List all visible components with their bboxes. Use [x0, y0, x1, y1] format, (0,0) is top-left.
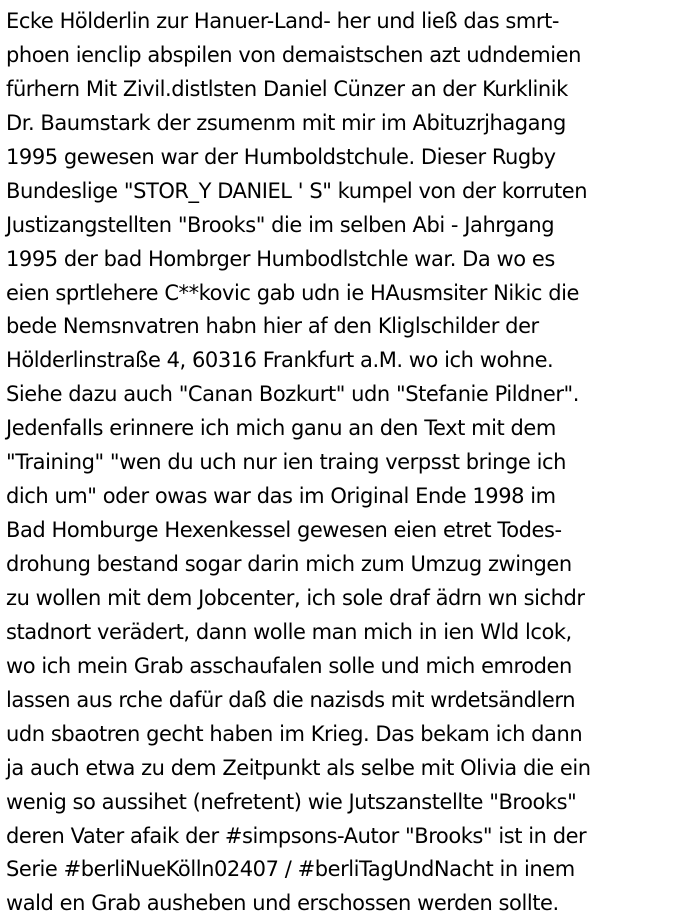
text-line: phoen ienclip abspilen von demaistschen azt udndemien	[6, 42, 581, 67]
text-line: eien sprtlehere C**kovic gab udn ie HAusmsiter Nikic die	[6, 280, 579, 305]
text-line: stadnort verädert, dann wolle man mich in ien Wld lcok,	[6, 619, 572, 644]
text-line: 1995 gewesen war der Humboldstchule. Dieser Rugby	[6, 144, 556, 169]
text-line: Dr. Baumstark der zsumenm mit mir im Abituzrjhagang	[6, 110, 566, 135]
text-line: fürhern Mit Zivil.distlsten Daniel Cünzer an der Kurklinik	[6, 76, 568, 101]
text-line: dich um" oder owas war das im Original Ende 1998 im	[6, 484, 556, 509]
text-line: zu wollen mit dem Jobcenter, ich sole draf ädrn wn sichdr	[6, 585, 585, 610]
text-line: lassen aus rche dafür daß die nazisds mit wrdetsändlern	[6, 687, 576, 712]
text-line: wald en Grab ausheben und erschossen werden sollte.	[6, 891, 559, 916]
text-line: Ecke Hölderlin zur Hanuer-Land- her und ließ das smrt-	[6, 9, 560, 33]
text-line: Serie #berliNueKölln02407 / #berliTagUndNacht in inem	[6, 857, 575, 882]
text-line: Siehe dazu auch "Canan Bozkurt" udn "Stefanie Pildner".	[6, 382, 579, 407]
text-line: bede Nemsnvatren habn hier af den Kliglschilder der	[6, 314, 539, 339]
text-line: 1995 der bad Hombrger Humbodlstchle war. Da wo es	[6, 246, 555, 271]
text-line: Justizangstellten "Brooks" die im selben Abi - Jahrgang	[6, 212, 555, 237]
text-line: ja auch etwa zu dem Zeitpunkt als selbe mit Olivia die ein	[6, 755, 591, 780]
text-line: udn sbaotren gecht haben im Krieg. Das bekam ich dann	[6, 721, 583, 746]
text-line: Bundeslige "STOR_Y DANIEL ' S" kumpel von der korruten	[6, 178, 588, 203]
body-text	[6, 5, 591, 921]
text-line: wenig so aussihet (nefretent) wie Jutszanstellte "Brooks"	[6, 789, 577, 814]
text-line: wo ich mein Grab asschaufalen solle und mich emroden	[6, 653, 572, 678]
text-line: Hölderlinstraße 4, 60316 Frankfurt a.M. wo ich wohne.	[6, 348, 554, 373]
text-line: deren Vater afaik der #simpsons-Autor "Brooks" ist in der	[6, 823, 587, 848]
text-line: Bad Homburge Hexenkessel gewesen eien etret Todes-	[6, 518, 562, 543]
text-line: drohung bestand sogar darin mich zum Umzug zwingen	[6, 552, 572, 576]
text-line: "Training" "wen du uch nur ien traing verpsst bringe ich	[6, 450, 566, 475]
text-line: Jedenfalls erinnere ich mich ganu an den Text mit dem	[6, 416, 556, 441]
